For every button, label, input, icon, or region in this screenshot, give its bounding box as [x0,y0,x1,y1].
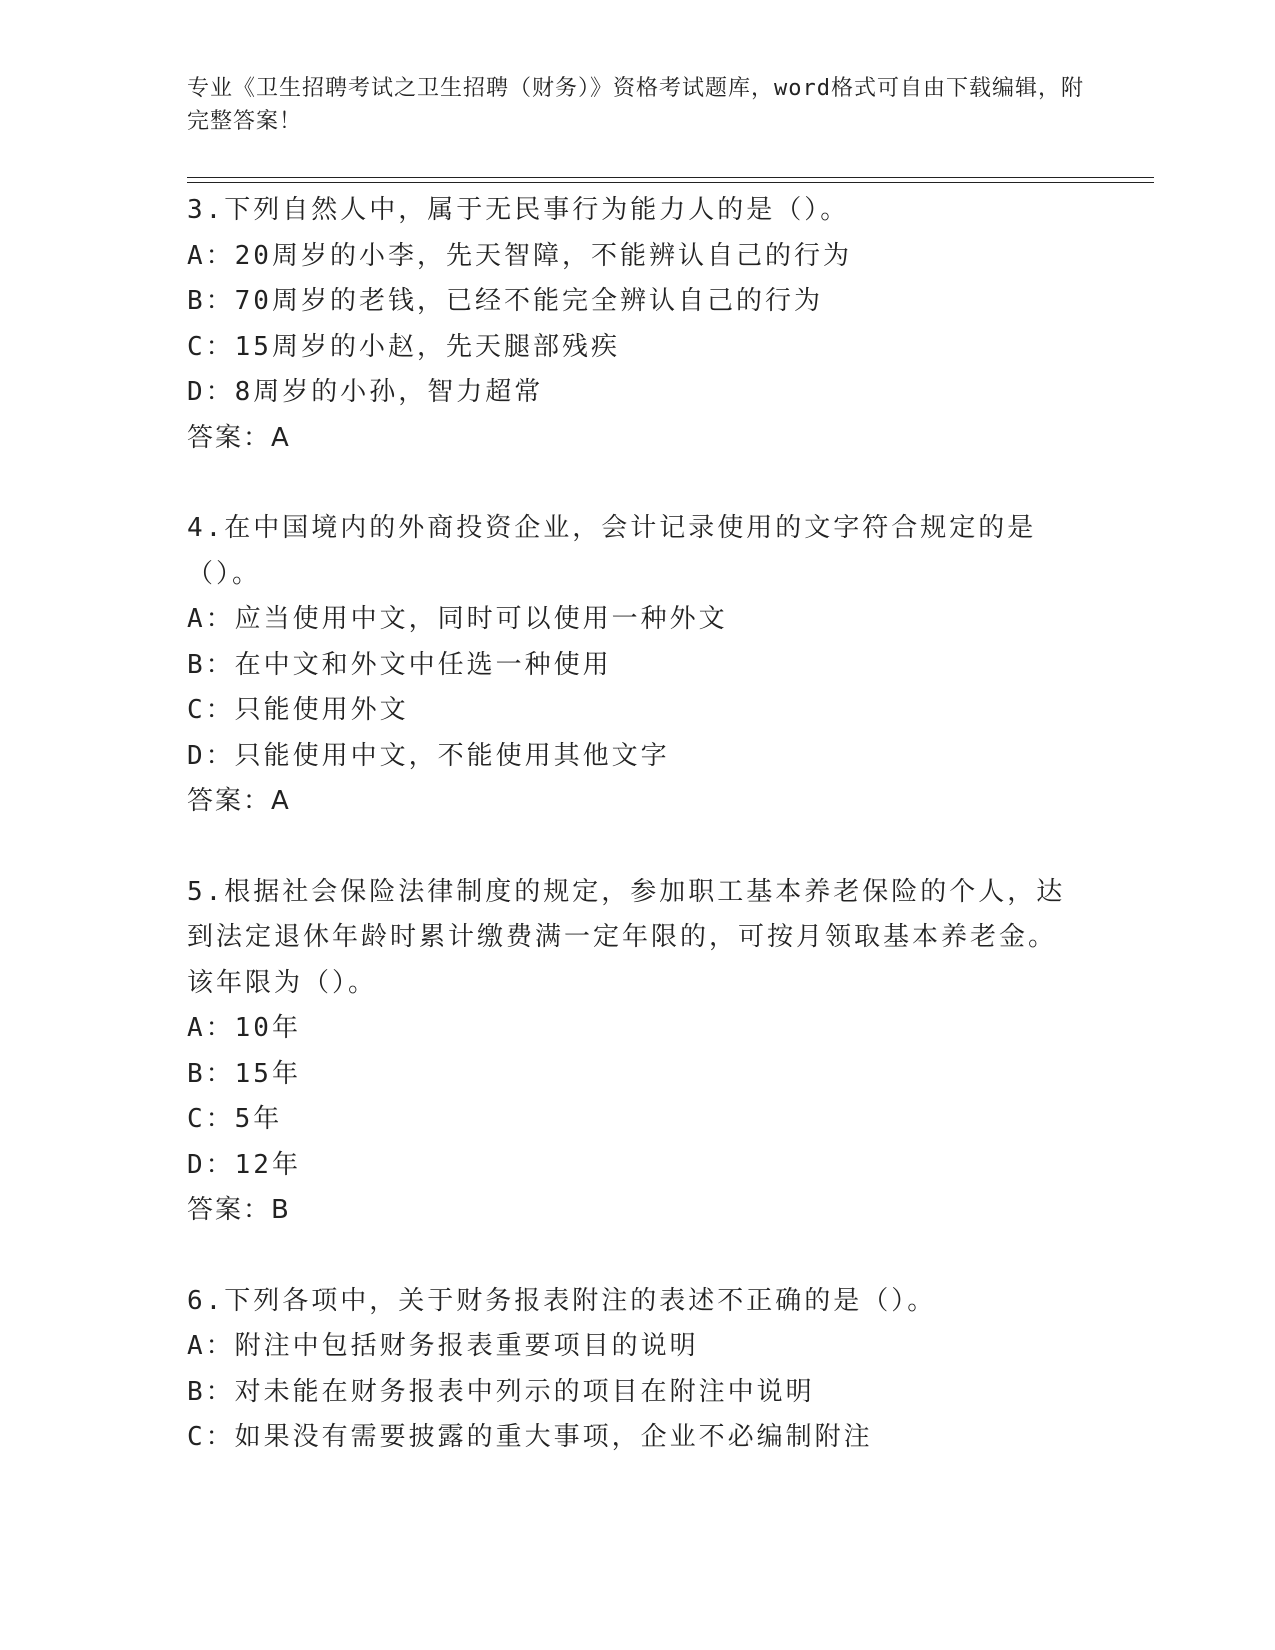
question-5 [187,870,1067,1234]
option-a: A：应当使用中文，同时可以使用一种外文 [187,604,728,634]
option-c: C：5年 [187,1104,283,1134]
option-b: B：15年 [187,1058,301,1089]
option-c: C：如果没有需要披露的重大事项，企业不必编制附注 [187,1422,873,1452]
option-a: A：20周岁的小李，先天智障，不能辨认自己的行为 [187,240,852,271]
header-divider-bottom [187,182,1154,183]
question-text: 6.下列各项中，关于财务报表附注的表述不正确的是（）。 [187,1285,937,1316]
question-text: 5.根据社会保险法律制度的规定，参加职工基本养老保险的个人，达到法定退休年龄时累计缴费满一定年限的，可按月领取基本养老金。该年限为（）。 [187,876,1066,998]
answer-line: 答案：A [187,786,291,816]
option-a: A：10年 [187,1013,301,1043]
option-d: D：12年 [187,1149,301,1180]
answer-line: 答案：A [187,422,291,453]
answer-line: 答案：B [187,1195,291,1225]
question-4 [187,506,1067,825]
document-header: 专业《卫生招聘考试之卫生招聘（财务）》资格考试题库，word格式可自由下载编辑，附完整答案！ [187,76,1084,134]
option-d: D：只能使用中文，不能使用其他文字 [187,740,670,771]
question-3 [187,188,1067,461]
option-c: C：15周岁的小赵，先天腿部残疾 [187,331,620,362]
option-b: B：对未能在财务报表中列示的项目在附注中说明 [187,1376,815,1407]
option-d: D：8周岁的小孙，智力超常 [187,377,544,407]
question-6 [187,1279,1067,1461]
header-divider-top [187,177,1154,178]
option-a: A：附注中包括财务报表重要项目的说明 [187,1331,699,1361]
question-text: 3.下列自然人中，属于无民事行为能力人的是（）。 [187,195,850,225]
option-c: C：只能使用外文 [187,695,409,725]
question-text: 4.在中国境内的外商投资企业，会计记录使用的文字符合规定的是（）。 [187,513,1037,589]
option-b: B：在中文和外文中任选一种使用 [187,649,612,680]
question-list [187,188,1067,1506]
option-b: B：70周岁的老钱，已经不能完全辨认自己的行为 [187,286,823,316]
